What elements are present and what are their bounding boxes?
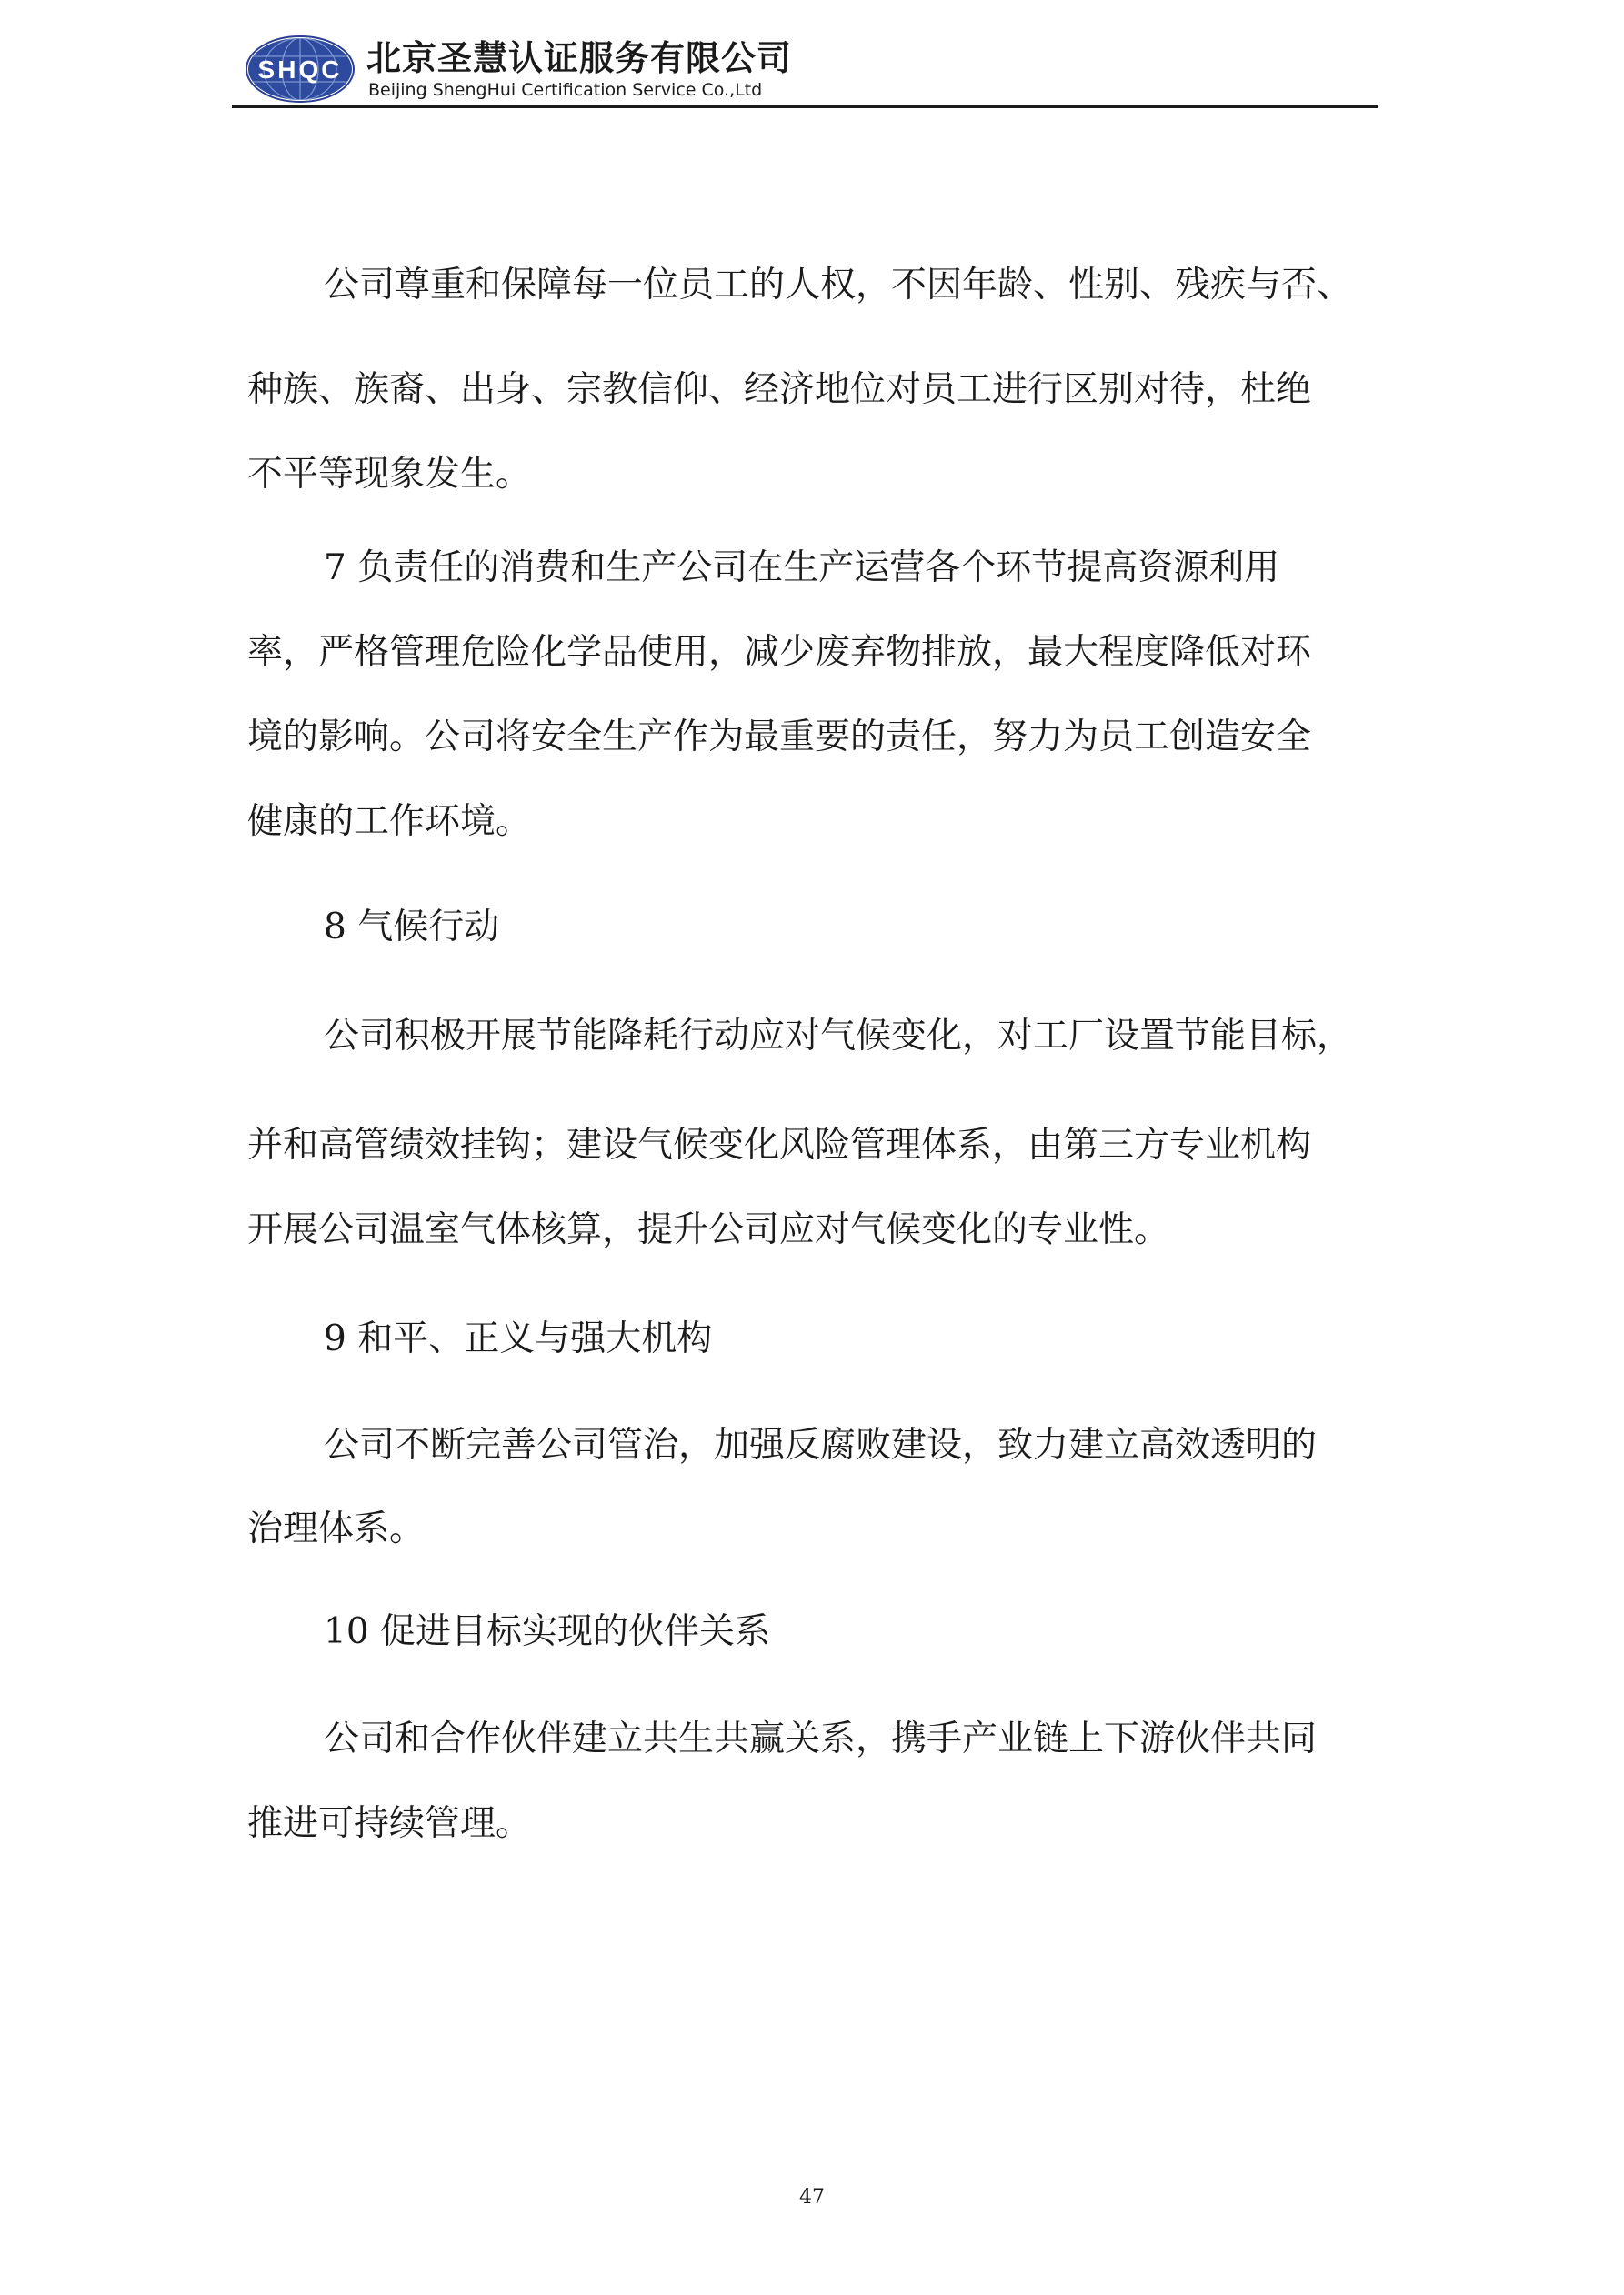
- body-line: 境的影响。公司将安全生产作为最重要的责任，努力为员工创造安全: [247, 717, 1312, 757]
- section-heading: 7 负责任的消费和生产公司在生产运营各个环节提高资源利用: [324, 547, 1280, 588]
- section-heading: 9 和平、正义与强大机构: [324, 1318, 713, 1359]
- body-line: 健康的工作环境。: [247, 801, 532, 842]
- body-line: 公司尊重和保障每一位员工的人权，不因年龄、性别、残疾与否、: [324, 265, 1353, 306]
- company-name-en: Beijing ShengHui Certification Service Co.,Ltd: [368, 80, 763, 100]
- shqc-logo-icon: [245, 35, 356, 104]
- body-line: 并和高管绩效挂钩；建设气候变化风险管理体系，由第三方专业机构: [247, 1125, 1312, 1166]
- section-heading: 8 气候行动: [324, 907, 500, 947]
- body-line: 种族、族裔、出身、宗教信仰、经济地位对员工进行区别对待，杜绝: [247, 369, 1312, 410]
- body-line: 推进可持续管理。: [247, 1803, 532, 1844]
- body-line: 开展公司温室气体核算，提升公司应对气候变化的专业性。: [247, 1209, 1170, 1250]
- section-heading: 10 促进目标实现的伙伴关系: [324, 1611, 771, 1652]
- body-line: 率，严格管理危险化学品使用，减少废弃物排放，最大程度降低对环: [247, 632, 1312, 673]
- body-line: 不平等现象发生。: [247, 454, 532, 495]
- body-line: 治理体系。: [247, 1508, 426, 1549]
- page-header: [232, 35, 1378, 107]
- logo-text: SHQC: [257, 55, 343, 84]
- body-line: 公司和合作伙伴建立共生共赢关系，携手产业链上下游伙伴共同: [324, 1719, 1318, 1759]
- company-name-cn: 北京圣慧认证服务有限公司: [366, 38, 793, 78]
- header-divider: [232, 105, 1378, 108]
- body-line: 公司不断完善公司管治，加强反腐败建设，致力建立高效透明的: [324, 1425, 1318, 1466]
- page-number: 47: [799, 2186, 825, 2209]
- body-line: 公司积极开展节能降耗行动应对气候变化，对工厂设置节能目标，: [324, 1016, 1353, 1057]
